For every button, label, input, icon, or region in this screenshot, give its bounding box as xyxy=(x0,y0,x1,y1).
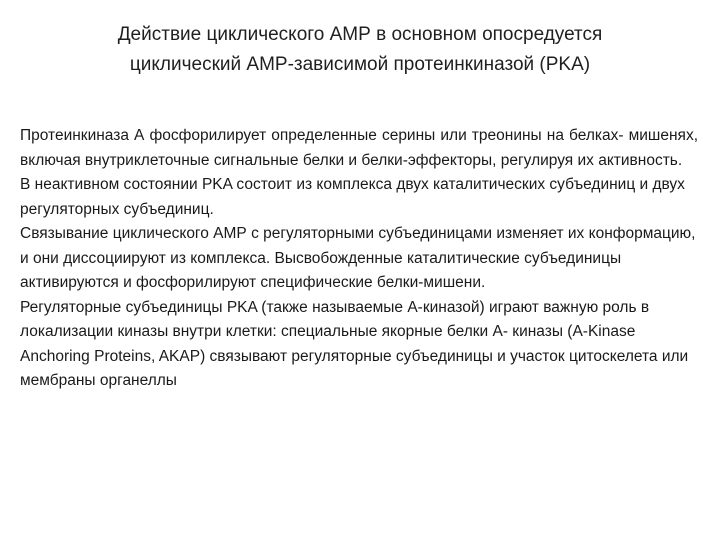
paragraph-pka-function: Протеинкиназа А фосфорилирует определенные серины или треонины на белках- мишенях, включая внутриклеточные сигнальные белки и белки-эффекторы, регулируя их активность. xyxy=(20,127,698,169)
slide-body xyxy=(20,124,698,394)
paragraph-camp-binding: Связывание циклического АМР с регуляторными субъединицами изменяет их конформацию, и они диссоциируют из комплекса. Высвобожденные каталитические субъединицы активируются и фосфорилируют специфические белки-мишени. xyxy=(20,225,696,291)
slide-title xyxy=(40,20,680,80)
paragraph-pka-inactive-state: В неактивном состоянии PKA состоит из комплекса двух каталитических субъединиц и двух регуляторных субъединиц. xyxy=(20,176,685,218)
slide-title-line-1: Действие циклического АМР в основном опосредуется xyxy=(117,24,603,45)
slide-title-line-2: циклический АМР-зависимой протеинкиназой (PKA) xyxy=(129,54,591,75)
paragraph-regulatory-subunits: Регуляторные субъединицы PKA (также называемые А-киназой) играют важную роль в локализации киназы внутри клетки: специальные якорные белки А- киназы (A-Kinase Anchoring Proteins, AKAP) связывают регуляторные субъединицы и участок цитоскелета или мембраны органеллы xyxy=(20,298,689,389)
